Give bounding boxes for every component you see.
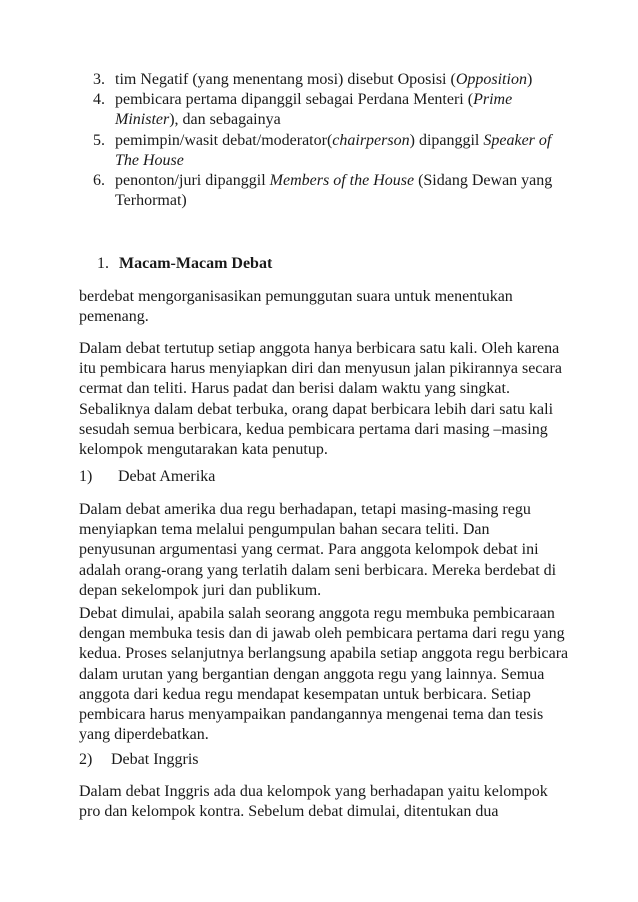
list-number: 5. — [93, 131, 105, 149]
subheading-debat-inggris — [79, 750, 199, 770]
paragraph-amerika-2: Debat dimulai, apabila salah seorang anggota regu membuka pembicaraan dengan membuka tesis dan di jawab oleh pembicara pertama dari regu yang kedua. Proses selanjutnya berlangsung apabila setiap anggota regu berbicara dalam urutan yang bergantian dengan anggota regu yang lainnya. Semua anggota dari kedua regu mendapat kesempatan untuk berbicara. Setiap pembicara harus menyampaikan pandangannya mengenai tema dan tesis yang diperdebatkan. — [79, 605, 569, 744]
paragraph-inggris: Dalam debat Inggris ada dua kelompok yang berhadapan yaitu kelompok pro dan kelompok kontra. Sebelum debat dimulai, ditentukan dua — [79, 783, 548, 821]
list-number: 6. — [93, 172, 105, 190]
paragraph-closed-debate: Dalam debat tertutup setiap anggota hanya berbicara satu kali. Oleh karena itu pembicara harus menyiapkan diri dan menyusun jalan pikirannya secara cermat dan teliti. Harus padat dan berisi dalam waktu yang singkat. Sebaliknya dalam debat terbuka, orang dapat berbicara lebih dari satu kali sesudah semua berbicara, kedua pembicara pertama dari masing –masing kelompok mengutarakan kata penutup. — [79, 340, 562, 459]
list-text: tim Negatif (yang menentang mosi) disebut Oposisi (Opposition) — [115, 71, 533, 88]
section-heading — [97, 254, 272, 274]
subheading-debat-amerika — [79, 467, 215, 487]
list-item-5 — [93, 131, 573, 171]
subheading-title: Debat Inggris — [111, 751, 199, 768]
list-item-3 — [93, 70, 573, 90]
list-number: 3. — [93, 71, 105, 88]
list-text: pembicara pertama dipanggil sebagai Perdana Menteri (Prime Minister), dan sebagainya — [115, 91, 513, 129]
numbered-list — [93, 70, 573, 211]
subheading-number: 2) — [79, 751, 93, 768]
section-number: 1. — [97, 255, 109, 272]
list-text: penonton/juri dipanggil Members of the House (Sidang Dewan yang Terhormat) — [115, 172, 553, 210]
subheading-number: 1) — [79, 468, 93, 485]
section-title: Macam-Macam Debat — [119, 255, 273, 272]
paragraph-intro: berdebat mengorganisasikan pemunggutan suara untuk menentukan pemenang. — [79, 288, 513, 326]
paragraph-amerika-1: Dalam debat amerika dua regu berhadapan, tetapi masing-masing regu menyiapkan tema melalui pengumpulan bahan secara teliti. Dan penyusunan argumentasi yang cermat. Para anggota kelompok debat ini adalah orang-orang yang terlatih dalam seni berbicara. Mereka berdebat di depan sekelompok juri dan publikum. — [79, 501, 557, 599]
list-number: 4. — [93, 91, 105, 109]
subheading-title: Debat Amerika — [118, 468, 216, 485]
list-item-4 — [93, 90, 573, 130]
list-text: pemimpin/wasit debat/moderator(chairperson) dipanggil Speaker of The House — [115, 131, 552, 169]
list-item-6 — [93, 171, 573, 211]
